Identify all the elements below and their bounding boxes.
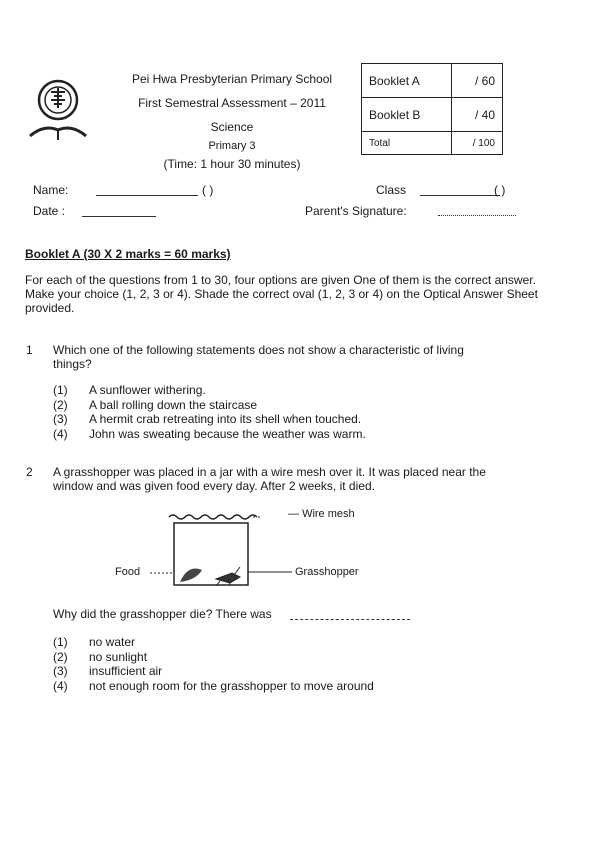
answer-blank: [290, 619, 410, 620]
subject: Science: [210, 120, 254, 134]
option-number: (3): [53, 412, 68, 426]
option-text: no water: [89, 635, 136, 649]
option-number: (4): [53, 426, 68, 441]
label-wire-mesh: — Wire mesh: [288, 508, 355, 520]
option-number: (2): [53, 649, 68, 664]
question-number: 1: [26, 343, 33, 357]
question-number: 2: [26, 465, 33, 479]
label-grasshopper: Grasshopper: [295, 566, 359, 578]
class-paren: ( ): [494, 183, 506, 197]
marks-value: / 40: [452, 98, 503, 132]
wire-mesh-shape: [169, 515, 257, 519]
question-text: Which one of the following statements does not show a characteristic of living things?: [53, 343, 464, 371]
name-label: Name:: [33, 183, 69, 197]
date-field[interactable]: [82, 216, 156, 217]
option-text: A hermit crab retreating into its shell when touched.: [89, 412, 362, 426]
school-logo: [26, 78, 90, 142]
signature-field[interactable]: [438, 215, 516, 216]
option-text: no sunlight: [89, 649, 148, 664]
marks-label: Total: [362, 132, 452, 155]
level: Primary 3: [208, 140, 256, 152]
option-number: (2): [53, 397, 68, 412]
option-item: [53, 650, 453, 665]
marks-value: / 100: [452, 132, 503, 155]
marks-value: / 60: [452, 64, 503, 98]
class-label: Class: [376, 183, 407, 197]
section-title: Booklet A (30 X 2 marks = 60 marks): [25, 247, 231, 261]
question-text: A grasshopper was placed in a jar with a wire mesh over it. It was placed near the window and was given food every day. After 2 weeks, it died.: [53, 465, 486, 493]
question-prompt: Why did the grasshopper die? There was: [53, 607, 272, 621]
marks-table: [361, 63, 503, 155]
exam-title: First Semestral Assessment – 2011: [138, 96, 326, 110]
option-number: (1): [53, 635, 68, 649]
option-text: not enough room for the grasshopper to move around: [89, 678, 374, 693]
marks-row: [362, 132, 503, 155]
option-item: [53, 679, 453, 694]
food-leaf-shape: [180, 569, 202, 583]
option-item: [53, 427, 473, 442]
date-label: Date :: [33, 204, 66, 218]
option-number: (4): [53, 678, 68, 693]
options-list: [53, 635, 453, 693]
grasshopper-shape: [216, 567, 240, 586]
option-item: [53, 635, 453, 650]
marks-row: [362, 64, 503, 98]
instructions: For each of the questions from 1 to 30, four options are given One of them is the correct answer. Make your choice (1, 2, 3 or 4). Shade the correct oval (1, 2, 3 or 4) on the Optical Answer Sheet provided.: [25, 273, 538, 315]
option-text: A ball rolling down the staircase: [89, 397, 258, 412]
option-text: John was sweating because the weather was warm.: [89, 426, 366, 441]
option-text: A sunflower withering.: [89, 383, 206, 397]
name-field[interactable]: [96, 195, 198, 196]
exam-time: (Time: 1 hour 30 minutes): [163, 157, 301, 171]
marks-label: Booklet A: [362, 64, 452, 98]
marks-row: [362, 98, 503, 132]
class-field[interactable]: [420, 195, 500, 196]
school-name: Pei Hwa Presbyterian Primary School: [131, 72, 333, 86]
option-item: [53, 398, 473, 413]
option-text: insufficient air: [89, 664, 163, 678]
label-wire-mesh-text: Wire mesh: [302, 508, 355, 520]
option-item: [53, 383, 473, 398]
marks-label: Booklet B: [362, 98, 452, 132]
option-number: (3): [53, 664, 68, 678]
options-list: [53, 383, 473, 441]
option-item: [53, 412, 473, 427]
jar-diagram: [140, 505, 300, 590]
label-food: Food: [115, 566, 141, 578]
option-item: [53, 664, 453, 679]
option-number: (1): [53, 383, 68, 397]
name-paren: ( ): [202, 183, 214, 197]
signature-label: Parent's Signature:: [305, 204, 407, 218]
